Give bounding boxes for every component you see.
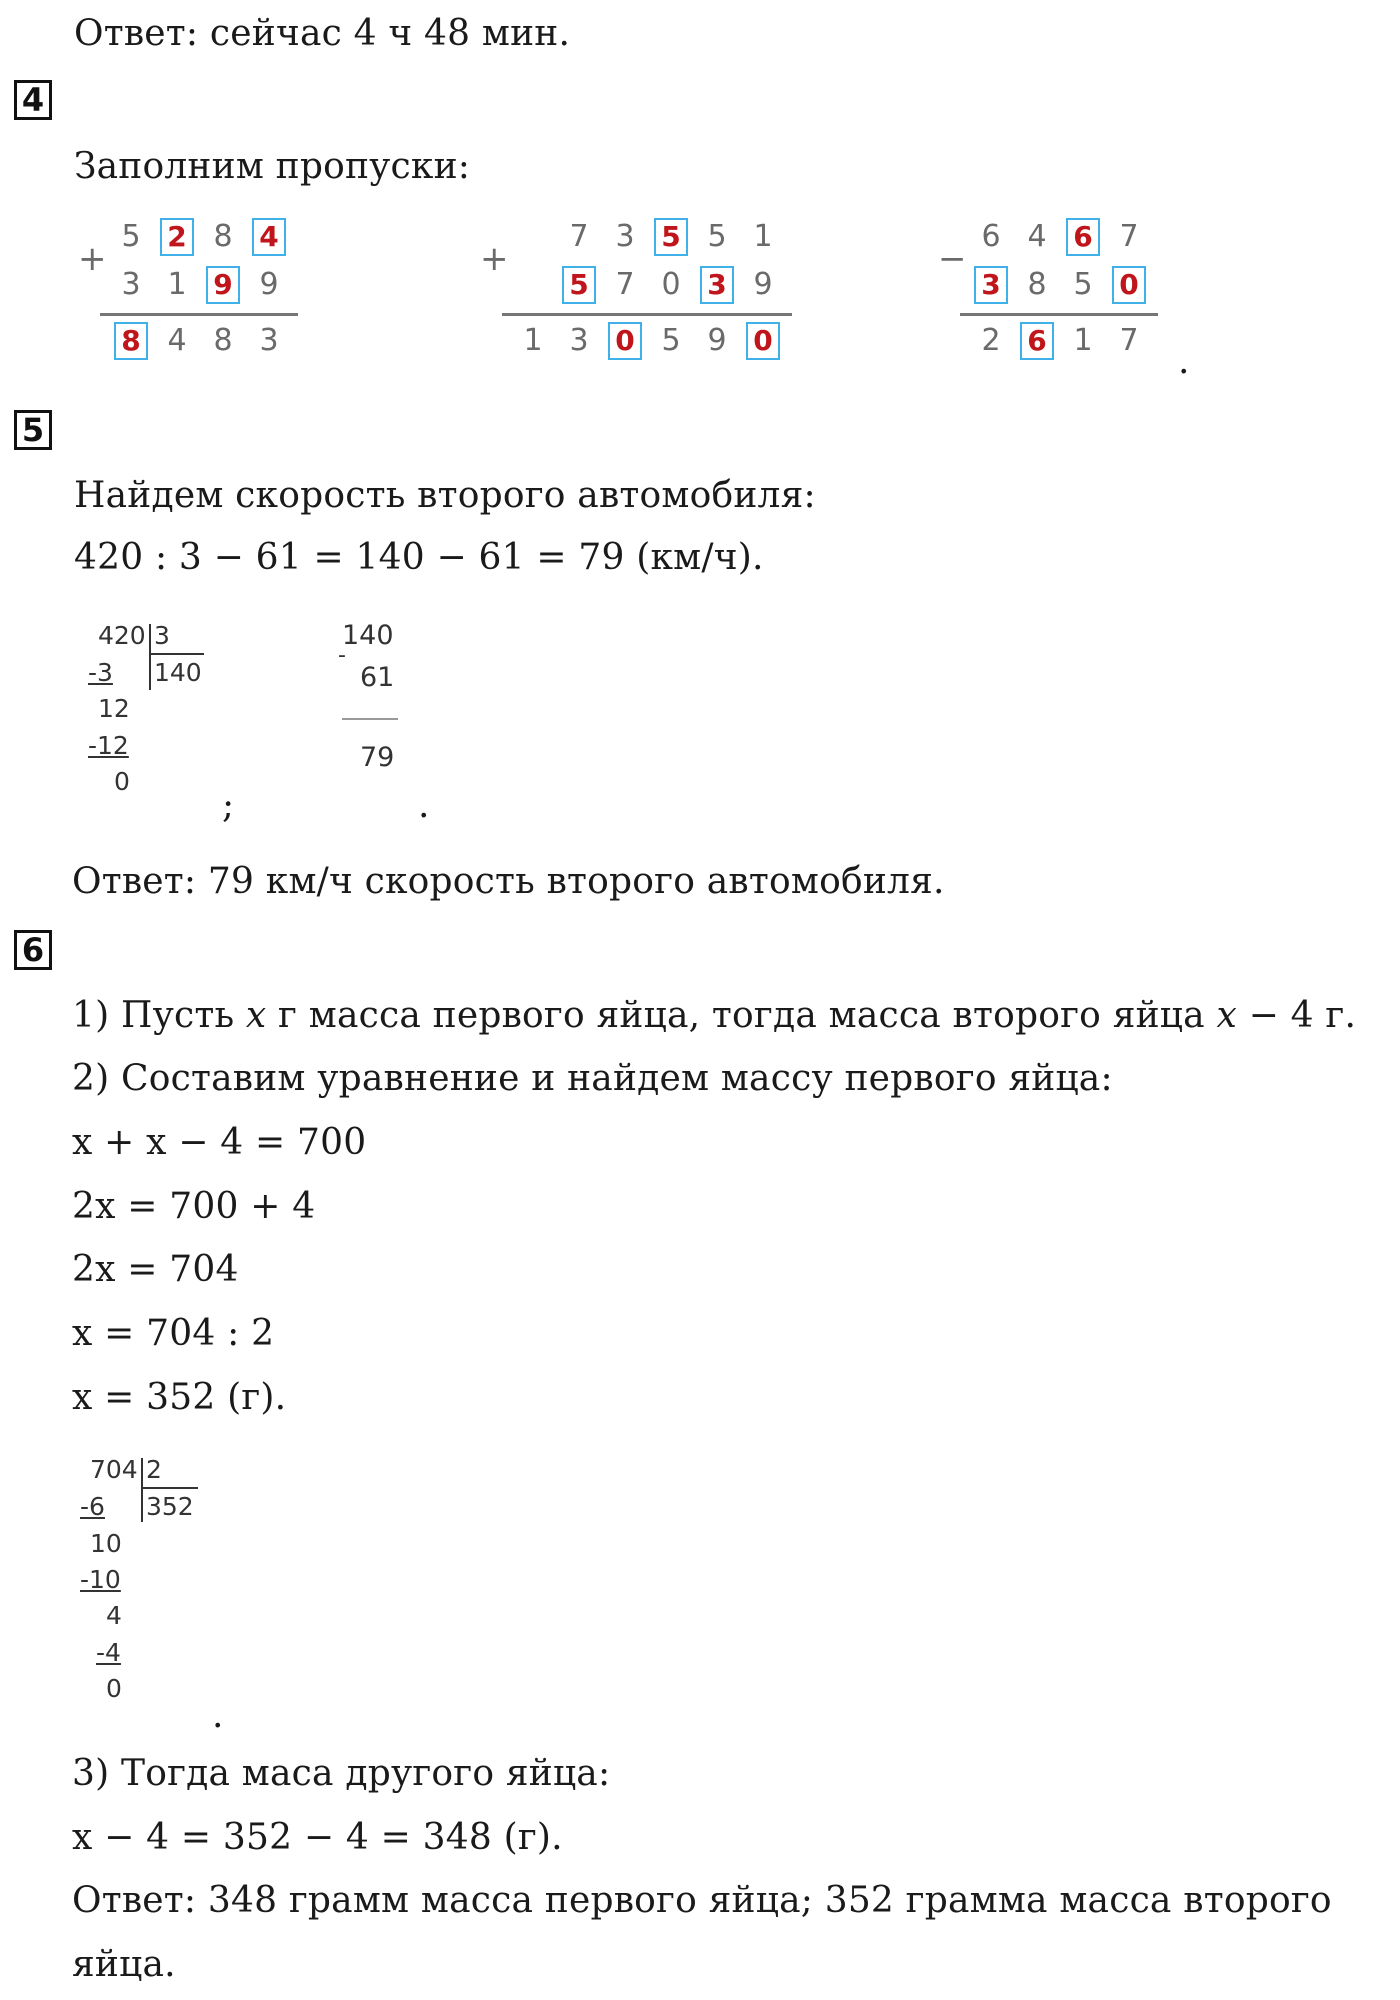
subtraction-line [342, 718, 398, 720]
operation-sign: − [938, 239, 967, 279]
text: г масса первого яйца, тогда масса второго яйца [266, 995, 1217, 1036]
task4-end-dot: . [1178, 341, 1190, 382]
digit: 5 [661, 323, 681, 358]
long-division-704-by-2 [80, 1456, 220, 1716]
subtraction-sign: - [338, 643, 346, 668]
task5-line1: Найдем скорость второго автомобиля: [74, 475, 816, 516]
division-step: -6 [80, 1492, 105, 1521]
division-step: -4 [96, 1638, 121, 1667]
digit: 0 [661, 267, 681, 302]
task-number-4: 4 [14, 80, 52, 120]
subtraction-top: 140 [342, 620, 394, 651]
division-step: 0 [106, 1674, 122, 1703]
digit: 5 [121, 219, 141, 254]
digit: 1 [753, 219, 773, 254]
quotient: 140 [154, 658, 202, 687]
division-step: -12 [88, 731, 129, 760]
digit: 3 [615, 219, 635, 254]
digit: 4 [1027, 219, 1047, 254]
digit: 5 [1073, 267, 1093, 302]
digit: 7 [1119, 219, 1139, 254]
variable-x: x [245, 995, 267, 1036]
equation-6: x − 4 = 352 − 4 = 348 (г). [72, 1817, 563, 1858]
filled-digit: 9 [206, 266, 240, 304]
task5-answer: Ответ: 79 км/ч скорость второго автомобиля. [72, 861, 945, 902]
filled-digit: 8 [114, 322, 148, 360]
task5-dot: . [418, 785, 430, 826]
division-horizontal-line [150, 653, 204, 655]
filled-digit: 0 [746, 322, 780, 360]
semicolon: ; [222, 785, 235, 826]
equation-4: x = 704 : 2 [72, 1313, 275, 1354]
digit: 1 [523, 323, 543, 358]
filled-digit: 4 [252, 218, 286, 256]
filled-digit: 0 [1112, 266, 1146, 304]
text: − 4 г. [1236, 995, 1357, 1036]
digit: 3 [121, 267, 141, 302]
filled-digit: 2 [160, 218, 194, 256]
equation-3: 2x = 704 [72, 1249, 239, 1290]
digit: 4 [167, 323, 187, 358]
task6-step3: 3) Тогда маса другого яйца: [72, 1753, 611, 1794]
digit: 7 [1119, 323, 1139, 358]
division-step: -3 [88, 658, 113, 687]
result-line [100, 313, 298, 316]
division-step: 10 [90, 1529, 122, 1558]
digit: 2 [981, 323, 1001, 358]
division-vertical-line [141, 1458, 143, 1522]
equation-5: x = 352 (г). [72, 1377, 287, 1418]
division-step: 12 [98, 694, 130, 723]
dividend: 704 [90, 1455, 138, 1484]
dividend: 420 [98, 621, 146, 650]
divisor: 2 [146, 1455, 162, 1484]
filled-digit: 3 [974, 266, 1008, 304]
task4-intro: Заполним пропуски: [74, 146, 471, 187]
task6-answer-line2: яйца. [72, 1944, 176, 1985]
task6-answer-line1: Ответ: 348 грамм масса первого яйца; 352 грамма масса второго [72, 1880, 1332, 1921]
quotient: 352 [146, 1492, 194, 1521]
column-addition-1 [78, 210, 308, 370]
subtraction-bottom: 61 [360, 662, 395, 693]
digit: 9 [259, 267, 279, 302]
division-step: 4 [106, 1601, 122, 1630]
divisor: 3 [154, 621, 170, 650]
filled-digit: 6 [1020, 322, 1054, 360]
equation-2: 2x = 700 + 4 [72, 1186, 316, 1227]
filled-digit: 6 [1066, 218, 1100, 256]
previous-answer: Ответ: сейчас 4 ч 48 мин. [74, 13, 571, 54]
long-division-420-by-3 [88, 622, 228, 802]
task6-step1 [72, 994, 1356, 1038]
column-subtraction-140-61 [338, 622, 418, 782]
result-line [960, 313, 1158, 316]
task-number-5: 5 [14, 410, 52, 450]
subtraction-result: 79 [360, 742, 395, 773]
result-line [502, 313, 792, 316]
division-horizontal-line [142, 1487, 198, 1489]
variable-x: x [1216, 995, 1237, 1036]
digit: 1 [1073, 323, 1093, 358]
division-step: 0 [114, 767, 130, 796]
filled-digit: 0 [608, 322, 642, 360]
digit: 8 [1027, 267, 1047, 302]
digit: 9 [707, 323, 727, 358]
digit: 3 [259, 323, 279, 358]
filled-digit: 3 [700, 266, 734, 304]
division-vertical-line [149, 624, 151, 690]
digit: 8 [213, 219, 233, 254]
task-number-6: 6 [14, 930, 52, 970]
digit: 7 [615, 267, 635, 302]
task6-step2: 2) Составим уравнение и найдем массу первого яйца: [72, 1058, 1113, 1099]
operation-sign: + [480, 239, 509, 279]
digit: 9 [753, 267, 773, 302]
filled-digit: 5 [562, 266, 596, 304]
equation-1: x + x − 4 = 700 [72, 1122, 367, 1163]
filled-digit: 5 [654, 218, 688, 256]
operation-sign: + [78, 239, 107, 279]
column-addition-2 [480, 210, 780, 370]
digit: 5 [707, 219, 727, 254]
digit: 8 [213, 323, 233, 358]
digit: 7 [569, 219, 589, 254]
division-step: -10 [80, 1565, 121, 1594]
task6-dot: . [212, 1695, 224, 1736]
text: 1) Пусть [72, 995, 246, 1036]
column-subtraction [938, 210, 1178, 370]
digit: 6 [981, 219, 1001, 254]
digit: 3 [569, 323, 589, 358]
digit: 1 [167, 267, 187, 302]
task5-line2: 420 : 3 − 61 = 140 − 61 = 79 (км/ч). [74, 537, 764, 578]
